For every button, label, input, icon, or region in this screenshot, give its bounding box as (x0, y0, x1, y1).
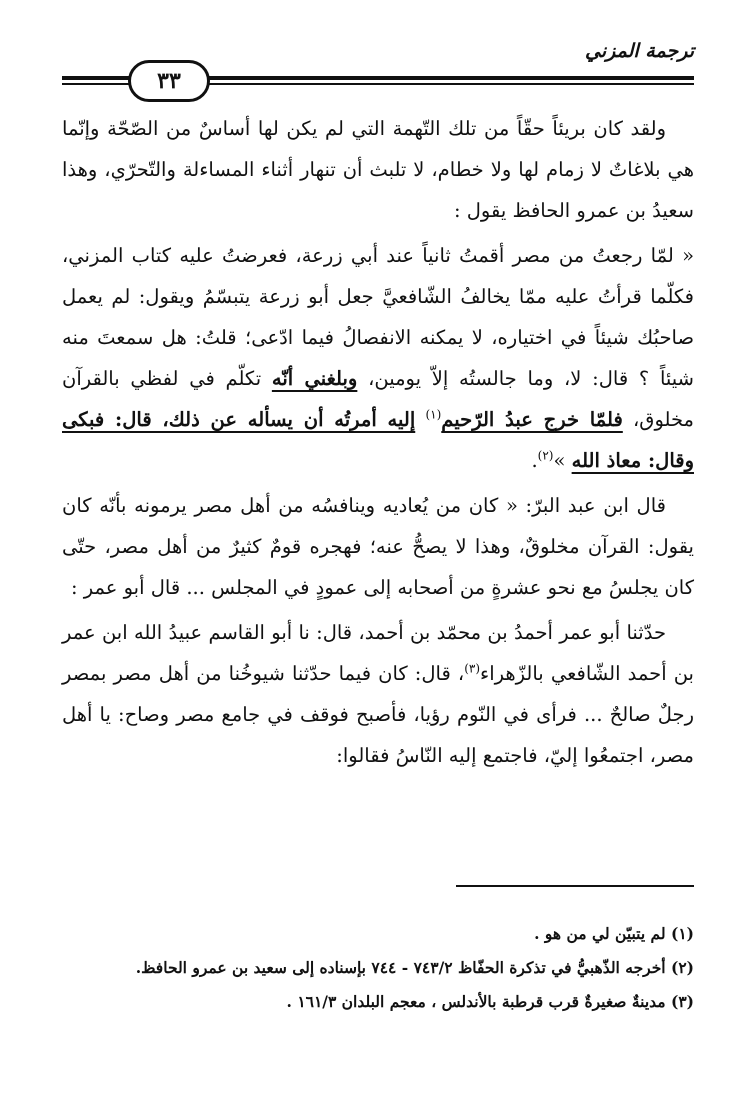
quote-bold-underlined-3: إليه أمرتُه أن يسأله عن ذلك، قال: فبكى وقال: معاذ الله (62, 408, 694, 472)
quote-text-2: تكلّم في لفظي بالقرآن مخلوق، (62, 367, 695, 431)
paragraph-1 (62, 108, 694, 231)
footnote-separator (456, 885, 694, 887)
paragraph-4-text-2: ، قال: كان فيما حدّثنا شيوخُنا من أهل مصر بمصر رجلٌ صالحٌ ... فرأى في النّوم رؤيا، فأصبح فوقف في جامع مصر وصاح: يا أهل مصر، اجتمعُوا إليّ، فاجتمع إليه النّاسُ فقالوا: (62, 662, 694, 767)
quote-period: . (531, 449, 538, 472)
footnote-3: (٣) مدينةٌ صغيرةٌ قرب قرطبة بالأندلس ، معجم البلدان ١٦١/٣ . (286, 992, 694, 1011)
paragraph-4-text: حدّثنا أبو عمر أحمدُ بن محمّد بن أحمد، قال: نا أبو القاسم عبيدُ الله ابن عمر بن أحمد الشّافعي بالزّهراء (62, 621, 694, 685)
paragraph-1-text: ولقد كان بريئاً حقّاً من تلك التّهمة التي لم يكن لها أساسٌ من الصّحّة وإنّما هي بلاغاتٌ لا زمام لها ولا خطام، لا تلبث أن تنهار أثناء المساءلة والتّحرّي، وهذا سعيدُ بن عمرو الحافظ يقول : (62, 117, 694, 222)
running-title: ترجمة المزني (585, 40, 694, 62)
quote-bold-underlined-2: فلمّا خرج عبدُ الرّحيم (441, 408, 623, 431)
footnote-ref-1[interactable]: (١) (425, 407, 442, 422)
body-text (62, 108, 694, 776)
footnotes (62, 917, 694, 1019)
footnote-1: (١) لم يتبيّن لي من هو . (534, 924, 694, 943)
paragraph-2-quote (62, 235, 694, 481)
paragraph-3-text: قال ابن عبد البرّ: « كان من يُعاديه وينافسُه من أهل مصر يرمونه بأنّه كان يقول: القرآن مخلوقٌ، وهذا لا يصحُّ عنه؛ فهجره قومٌ كثيرٌ من أهل مصر، حتّى كان يجلسُ مع نحو عشرةٍ من أصحابه إلى عمودٍ في المجلس ... قال أبو عمر : (62, 494, 694, 599)
page-number-badge (128, 60, 210, 102)
footnote-ref-2[interactable]: (٢) (537, 448, 554, 463)
paragraph-4 (62, 612, 694, 776)
paragraph-3 (62, 485, 694, 608)
page-number: ٣٣ (157, 68, 181, 94)
quote-close: » (553, 449, 572, 472)
quote-text: « لمّا رجعتُ من مصر أقمتُ ثانياً عند أبي زرعة، فعرضتُ عليه كتاب المزني، فكلّما قرأتُ عليه ممّا يخالفُ الشّافعيَّ جعل أبو زرعة يتبسّمُ ويقول: لم يعمل صاحبُك شيئاً في اختياره، لا يمكنه الانفصالُ فيما ادّعى؛ قلتُ: هل سمعتَ منه شيئاً ؟ قال: لا، وما جالستُه إلاّ يومين، (62, 244, 694, 390)
footnote-2: (٢) أخرجه الذّهبيُّ في تذكرة الحفّاظ ٧٤٣/٢ - ٧٤٤ بإسناده إلى سعيد بن عمرو الحافظ. (135, 958, 694, 977)
quote-bold-underlined-1: وبلغني أنّه (271, 367, 358, 390)
footnote-ref-3[interactable]: (٣) (464, 661, 481, 676)
